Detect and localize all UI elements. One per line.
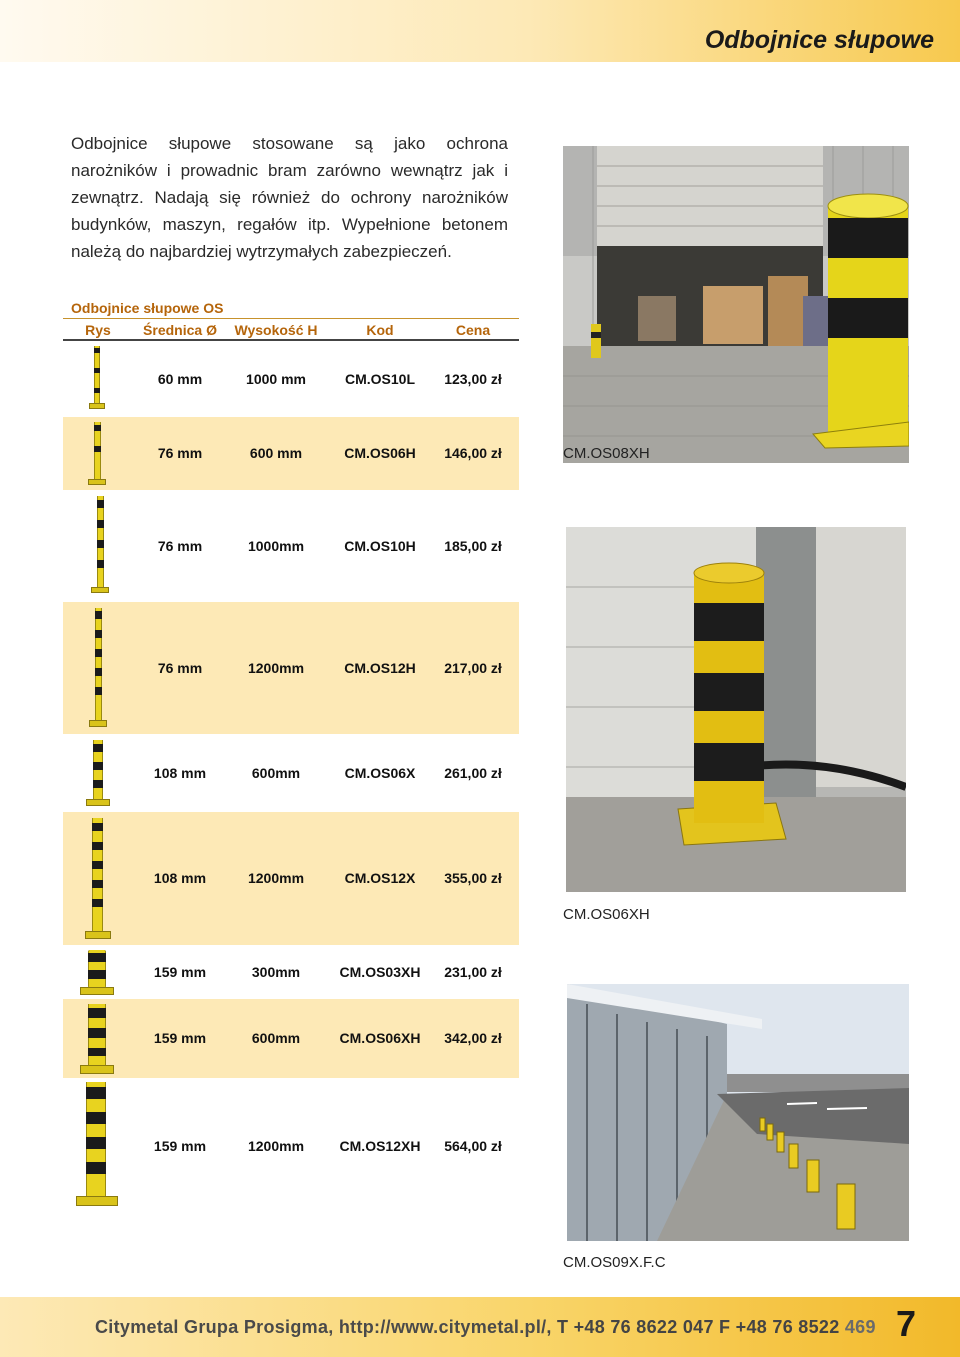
bollard-drawing-os12xh bbox=[74, 1082, 120, 1210]
cell-diameter: 108 mm bbox=[153, 870, 207, 886]
page-title: Odbojnice słupowe bbox=[704, 26, 934, 54]
table-row bbox=[63, 602, 519, 734]
footer-extension: 469 bbox=[844, 1317, 876, 1337]
cell-height: 1200mm bbox=[247, 870, 305, 886]
cell-diameter: 159 mm bbox=[153, 964, 207, 980]
cell-code: CM.OS06H bbox=[344, 445, 416, 461]
cell-height: 600 mm bbox=[249, 445, 303, 461]
table-row bbox=[63, 999, 519, 1078]
cell-height: 1000mm bbox=[247, 538, 305, 554]
cell-price: 342,00 zł bbox=[444, 1030, 502, 1046]
cell-price: 564,00 zł bbox=[444, 1138, 502, 1154]
bollard-drawing-os06x bbox=[84, 740, 112, 808]
column-header-diameter: Średnica Ø bbox=[143, 322, 217, 338]
cell-diameter: 159 mm bbox=[153, 1030, 207, 1046]
cell-price: 123,00 zł bbox=[444, 371, 502, 387]
column-header-code: Kod bbox=[366, 322, 394, 338]
bollard-drawing-os12h bbox=[86, 608, 110, 730]
column-header-height: Wysokość H bbox=[234, 322, 318, 338]
cell-code: CM.OS06XH bbox=[339, 1030, 421, 1046]
bollard-drawing-os10h bbox=[88, 496, 112, 596]
cell-code: CM.OS06X bbox=[344, 765, 416, 781]
cell-code: CM.OS03XH bbox=[339, 964, 421, 980]
cell-price: 146,00 zł bbox=[444, 445, 502, 461]
cell-height: 600mm bbox=[251, 765, 301, 781]
footer-contact bbox=[95, 1317, 876, 1338]
cell-diameter: 60 mm bbox=[157, 371, 203, 387]
cell-price: 231,00 zł bbox=[444, 964, 502, 980]
photo-label: CM.OS06XH bbox=[563, 906, 650, 923]
cell-diameter: 108 mm bbox=[153, 765, 207, 781]
bollard-drawing-os03xh bbox=[78, 950, 118, 996]
table-header bbox=[63, 318, 519, 341]
photo-parking-bollards bbox=[567, 984, 909, 1241]
cell-height: 1200mm bbox=[247, 660, 305, 676]
cell-price: 261,00 zł bbox=[444, 765, 502, 781]
intro-paragraph: Odbojnice słupowe stosowane są jako ochrona narożników i prowadnic bram zarówno wewnątrz jak i zewnątrz. Nadają się również do ochrony narożników budynków, maszyn, regałów itp. Wypełnione betonem należą do najbardziej wytrzymałych zabezpieczeń. bbox=[71, 134, 508, 261]
table-row bbox=[63, 812, 519, 945]
table-title: Odbojnice słupowe OS bbox=[71, 300, 224, 316]
cell-code: CM.OS10H bbox=[344, 538, 416, 554]
cell-code: CM.OS12X bbox=[344, 870, 416, 886]
cell-code: CM.OS12H bbox=[344, 660, 416, 676]
footer-company: Citymetal Grupa Prosigma, bbox=[95, 1317, 339, 1337]
cell-code: CM.OS12XH bbox=[339, 1138, 421, 1154]
table-row bbox=[63, 734, 519, 812]
bollard-drawing-os10l bbox=[85, 346, 109, 412]
cell-price: 217,00 zł bbox=[444, 660, 502, 676]
cell-height: 1000 mm bbox=[246, 371, 306, 387]
cell-diameter: 76 mm bbox=[157, 660, 203, 676]
photo-label: CM.OS09X.F.C bbox=[563, 1254, 666, 1271]
table-row bbox=[63, 341, 519, 417]
footer-phone: , T +48 76 8622 047 F +48 76 8522 bbox=[546, 1317, 845, 1337]
cell-code: CM.OS10L bbox=[344, 371, 416, 387]
footer-url-link[interactable]: http://www.citymetal.pl/ bbox=[338, 1317, 547, 1337]
cell-price: 185,00 zł bbox=[444, 538, 502, 554]
cell-height: 300mm bbox=[251, 964, 301, 980]
cell-price: 355,00 zł bbox=[444, 870, 502, 886]
bollard-drawing-os06xh bbox=[78, 1004, 118, 1076]
table-row bbox=[63, 490, 519, 602]
photo-garage-bollard bbox=[566, 527, 906, 892]
table-row bbox=[63, 417, 519, 490]
cell-diameter: 159 mm bbox=[153, 1138, 207, 1154]
photo-label: CM.OS08XH bbox=[563, 445, 650, 462]
cell-diameter: 76 mm bbox=[157, 538, 203, 554]
column-header-rys: Rys bbox=[85, 322, 111, 338]
table-row bbox=[63, 945, 519, 999]
bollard-drawing-os12x bbox=[83, 818, 113, 942]
cell-height: 600mm bbox=[251, 1030, 301, 1046]
cell-height: 1200mm bbox=[247, 1138, 305, 1154]
table-row bbox=[63, 1078, 519, 1214]
page-number: 7 bbox=[896, 1303, 917, 1344]
photo-warehouse-bollard bbox=[563, 146, 909, 463]
cell-diameter: 76 mm bbox=[157, 445, 203, 461]
column-header-price: Cena bbox=[455, 322, 491, 338]
bollard-drawing-os06h bbox=[85, 422, 109, 488]
